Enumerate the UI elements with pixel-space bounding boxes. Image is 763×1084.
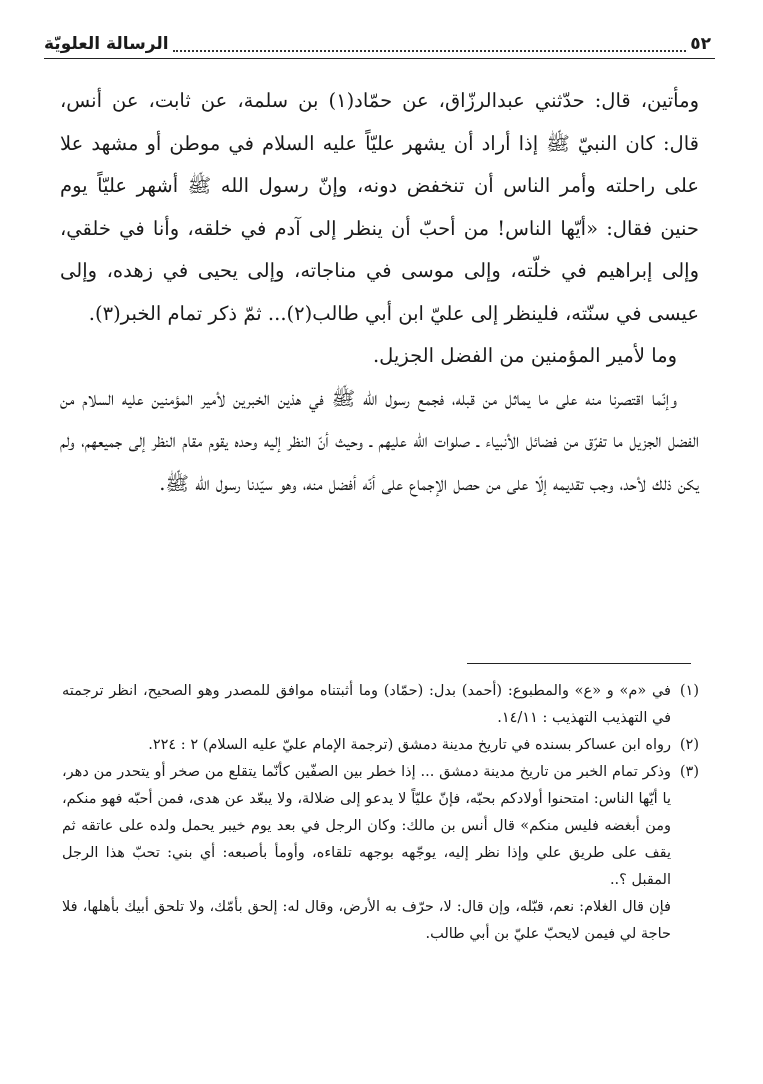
page-number: ٥٢ (690, 34, 711, 54)
footnote-number: (٣) (679, 764, 699, 780)
footnote-text-continued: فإن قال الغلام: نعم، قبّله، وإن قال: لا، حرّف به الأرض، وقال له: إلحق بأمّك، ولا تلحق أبيك بأهلها، فلا حاجة لي فيمن لايحبّ عليّ بن أبي طالب. (62, 899, 671, 942)
footnote-2 (62, 732, 699, 759)
running-header (44, 28, 711, 56)
footnote-separator (467, 663, 691, 664)
paragraph-2: وما لأمير المؤمنين من الفضل الجزيل. (372, 344, 677, 367)
running-title: الرسالة العلويّة (44, 34, 169, 54)
footnote-number: (١) (679, 683, 699, 699)
footnote-text: رواه ابن عساكر بسنده في تاريخ مدينة دمشق (ترجمة الإمام عليّ عليه السلام) ٢ : ٢٢٤. (148, 737, 671, 753)
footnote-number: (٢) (679, 737, 699, 753)
main-text (60, 80, 699, 505)
paragraph-1: ومأتين، قال: حدّثني عبدالرزّاق، عن حمّاد(١) بن سلمة، عن ثابت، عن أنس، قال: كان النبيّ ﷺ إذا أراد أن يشهر عليّاً عليه السلام في موطن أو مشهد علا على راحلته وأمر الناس أن تنخفض دونه، وإنّ رسول الله ﷺ أشهر عليّاً يوم حنين فقال: «أيّها الناس! من أحبّ أن ينظر إلى آدم في خلقه، وأنا في خلقي، وإلى إبراهيم في خلّته، وإلى موسى في مناجاته، وإلى يحيى في زهده، وإلى عيسى في سنّته، فلينظر إلى عليّ ابن أبي طالب(٢)... ثمّ ذكر تمام الخبر(٣). (60, 89, 699, 325)
footnotes (62, 678, 699, 948)
footnote-text: وذكر تمام الخبر من تاريخ مدينة دمشق ... إذا خطر بين الصفّين كأنّما يتقلع من صخر أو يتحدر من دهر، يا أيّها الناس: امتحنوا أولادكم بحبّه، فإنّ عليّاً لا يدعو إلى ضلالة، ولا يبعّد عن هدى، فمن أحبّه فهو منكم، ومن أبغضه فليس منكم» قال أنس بن مالك: وكان الرجل في بعد يوم خيبر يحمل ولده على عاتقه ثم يقف على طريق علي وإذا نظر إليه، يوجّهه بوجهه تلقاءه، وأومأ بأصبعه: أي بني: تحبّ هذا الرجل المقبل ؟.. (62, 764, 671, 888)
footnote-3 (62, 759, 699, 948)
footnote-text: في «م» و «ع» والمطبوع: (أحمد) بدل: (حمّاد) وما أثبتناه موافق للمصدر وهو الصحيح، انظر ترجمته في التهذيب التهذيب : ١٤/١١. (62, 683, 671, 726)
footnote-1 (62, 678, 699, 732)
header-rule (44, 58, 715, 59)
paragraph-3: وإنّما اقتصرنا منه على ما يماثل من قبله، فجمع رسول الله ﷺ في هذين الخبرين لأمير المؤمنين عليه السلام من الفضل الجزيل ما تفرّق من فضائل الأنبياء ـ صلوات الله عليهم ـ وحيث أنّ النظر إليه وحده يقوم مقام النظر إلى جميعهم، ولم يكن ذلك لأحد، وجب تقديمه إلّا على من حصل الإجماع على أنّه أفضل منه، وهو سيّدنا رسول الله ﷺ. (60, 386, 699, 495)
header-dot-leader (173, 50, 687, 52)
